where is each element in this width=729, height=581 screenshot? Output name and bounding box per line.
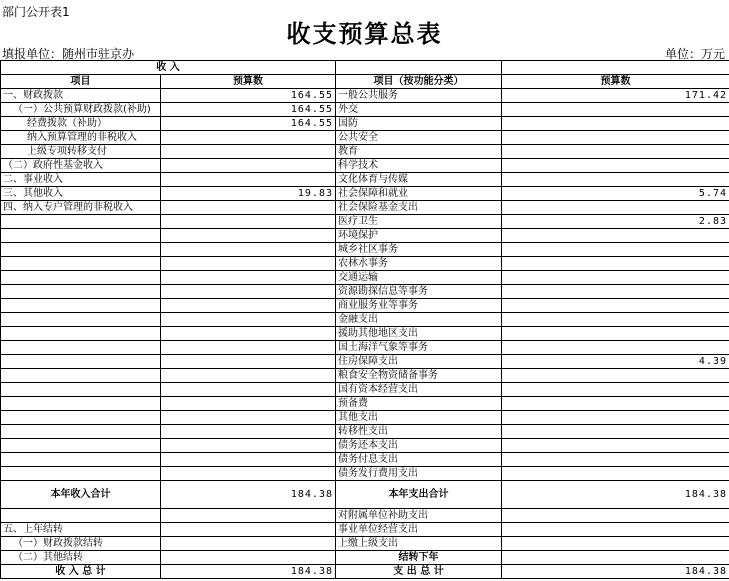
income-item-value: 164.55	[161, 103, 336, 117]
income-item-value	[161, 229, 336, 243]
function-item-column-header: 项目（按功能分类）	[336, 75, 502, 89]
income-item-value	[161, 383, 336, 397]
income-item-value	[161, 327, 336, 341]
expense-item-label: 环境保护	[336, 229, 502, 243]
table-row	[1, 145, 729, 159]
other-expense-label: 事业单位经营支出	[336, 523, 502, 537]
expense-item-label: 一般公共服务	[336, 89, 502, 103]
carryover-item-value	[161, 551, 336, 565]
budget-column-header: 预算数	[161, 75, 336, 89]
expense-item-value	[502, 201, 729, 215]
expense-item-label: 国有资本经营支出	[336, 383, 502, 397]
expense-item-label: 农林水事务	[336, 257, 502, 271]
expense-item-value	[502, 159, 729, 173]
income-item-value	[161, 145, 336, 159]
year-expense-total-label: 本年支出合计	[336, 481, 502, 509]
income-item-value	[161, 453, 336, 467]
carryover-item-label: （二）其他结转	[1, 551, 161, 565]
other-expense-value	[502, 551, 729, 565]
expense-item-label: 转移性支出	[336, 425, 502, 439]
income-item-label	[1, 327, 161, 341]
income-item-value	[161, 257, 336, 271]
expense-item-label: 债务付息支出	[336, 453, 502, 467]
expense-item-label: 城乡社区事务	[336, 243, 502, 257]
expense-item-value	[502, 229, 729, 243]
expense-item-label: 教育	[336, 145, 502, 159]
income-item-value	[161, 425, 336, 439]
expense-item-value	[502, 397, 729, 411]
table-row	[1, 117, 729, 131]
expense-item-label: 债务还本支出	[336, 439, 502, 453]
income-item-value	[161, 369, 336, 383]
income-item-label	[1, 285, 161, 299]
income-item-label	[1, 425, 161, 439]
income-item-value	[161, 243, 336, 257]
expense-item-label: 其他支出	[336, 411, 502, 425]
expense-item-label: 公共安全	[336, 131, 502, 145]
carryover-item-value	[161, 537, 336, 551]
table-row	[1, 369, 729, 383]
income-item-value	[161, 341, 336, 355]
table-row	[1, 313, 729, 327]
income-item-value	[161, 131, 336, 145]
table-row	[1, 509, 729, 523]
income-item-value	[161, 173, 336, 187]
income-item-value	[161, 439, 336, 453]
expense-item-label: 社会保险基金支出	[336, 201, 502, 215]
carryover-item-label: （一）财政拨款结转	[1, 537, 161, 551]
table-row	[1, 299, 729, 313]
carryover-item-value	[161, 509, 336, 523]
income-item-value: 19.83	[161, 187, 336, 201]
income-item-label: （二）政府性基金收入	[1, 159, 161, 173]
filling-unit: 填报单位：随州市驻京办	[2, 47, 135, 61]
expense-item-value	[502, 299, 729, 313]
expense-item-label: 交通运输	[336, 271, 502, 285]
other-expense-value	[502, 523, 729, 537]
carryover-item-label: 五、上年结转	[1, 523, 161, 537]
expense-item-value: 4.39	[502, 355, 729, 369]
table-row	[1, 537, 729, 551]
income-item-label: 纳入预算管理的非税收入	[1, 131, 161, 145]
income-grand-total-label: 收 入 总 计	[1, 565, 161, 579]
other-expense-label: 上缴上级支出	[336, 537, 502, 551]
expense-item-value	[502, 103, 729, 117]
expense-item-value	[502, 439, 729, 453]
function-budget-column-header: 预算数	[502, 75, 729, 89]
other-expense-label: 对附属单位补助支出	[336, 509, 502, 523]
table-row	[1, 439, 729, 453]
table-row	[1, 453, 729, 467]
year-expense-total-value: 184.38	[502, 481, 729, 509]
other-expense-value	[502, 537, 729, 551]
table-row	[1, 285, 729, 299]
income-item-value	[161, 215, 336, 229]
income-item-label: （一）公共预算财政拨款(补助)	[1, 103, 161, 117]
expense-item-value	[502, 271, 729, 285]
income-item-label	[1, 467, 161, 481]
expense-grand-total-value: 184.38	[502, 565, 729, 579]
carryover-item-value	[161, 523, 336, 537]
table-row	[1, 131, 729, 145]
expense-item-value	[502, 425, 729, 439]
income-item-label: 二、事业收入	[1, 173, 161, 187]
expense-item-value	[502, 131, 729, 145]
income-item-value	[161, 467, 336, 481]
table-row	[1, 173, 729, 187]
expense-item-value	[502, 117, 729, 131]
income-item-label	[1, 355, 161, 369]
table-row	[1, 89, 729, 103]
expense-item-value	[502, 467, 729, 481]
table-row	[1, 341, 729, 355]
item-column-header: 项目	[1, 75, 161, 89]
income-item-label	[1, 369, 161, 383]
table-row	[1, 271, 729, 285]
expense-item-label: 债务发行费用支出	[336, 467, 502, 481]
currency-unit: 单位：万元	[664, 47, 725, 61]
expense-item-value	[502, 285, 729, 299]
table-row	[1, 425, 729, 439]
expense-item-label: 粮食安全物资储备事务	[336, 369, 502, 383]
expense-item-value	[502, 369, 729, 383]
expense-grand-total-label: 支 出 总 计	[336, 565, 502, 579]
income-item-label	[1, 341, 161, 355]
table-number-label: 部门公开表1	[2, 5, 70, 19]
expense-item-value	[502, 327, 729, 341]
expense-item-value: 5.74	[502, 187, 729, 201]
income-item-value: 164.55	[161, 89, 336, 103]
expense-item-value	[502, 243, 729, 257]
table-row	[1, 103, 729, 117]
table-row	[1, 467, 729, 481]
expense-item-label: 商业服务业等事务	[336, 299, 502, 313]
income-item-label	[1, 397, 161, 411]
expense-item-value	[502, 453, 729, 467]
table-row	[1, 243, 729, 257]
income-item-label: 三、其他收入	[1, 187, 161, 201]
income-item-value	[161, 159, 336, 173]
expense-item-label: 资源勘探信息等事务	[336, 285, 502, 299]
table-row	[1, 397, 729, 411]
income-item-label	[1, 439, 161, 453]
budget-table	[0, 60, 729, 579]
expense-item-label: 文化体育与传媒	[336, 173, 502, 187]
income-item-label	[1, 215, 161, 229]
income-item-label	[1, 243, 161, 257]
income-item-label	[1, 411, 161, 425]
income-item-label	[1, 313, 161, 327]
expense-item-label: 国土海洋气象等事务	[336, 341, 502, 355]
expense-item-value	[502, 341, 729, 355]
income-item-label: 经费拨款（补助）	[1, 117, 161, 131]
table-row	[1, 201, 729, 215]
income-grand-total-value: 184.38	[161, 565, 336, 579]
income-item-value	[161, 201, 336, 215]
income-item-label: 上级专项转移支付	[1, 145, 161, 159]
page-title: 收支预算总表	[286, 20, 443, 48]
table-row	[1, 215, 729, 229]
table-row	[1, 159, 729, 173]
income-item-label	[1, 453, 161, 467]
table-row	[1, 229, 729, 243]
income-item-value	[161, 285, 336, 299]
expense-item-value	[502, 313, 729, 327]
expense-item-value: 171.42	[502, 89, 729, 103]
table-row	[1, 257, 729, 271]
expense-item-label: 国防	[336, 117, 502, 131]
expense-item-label: 社会保障和就业	[336, 187, 502, 201]
expense-item-label: 住房保障支出	[336, 355, 502, 369]
expense-item-value	[502, 257, 729, 271]
other-expense-label: 结转下年	[336, 551, 502, 565]
income-item-label	[1, 299, 161, 313]
income-item-value	[161, 271, 336, 285]
expense-item-value	[502, 411, 729, 425]
income-item-label	[1, 271, 161, 285]
income-item-label	[1, 257, 161, 271]
expense-item-label: 外交	[336, 103, 502, 117]
table-row	[1, 551, 729, 565]
carryover-item-label	[1, 509, 161, 523]
table-row	[1, 523, 729, 537]
table-row	[1, 187, 729, 201]
income-item-label: 一、财政拨款	[1, 89, 161, 103]
expense-item-label: 科学技术	[336, 159, 502, 173]
expense-item-label: 预备费	[336, 397, 502, 411]
income-item-value	[161, 411, 336, 425]
income-item-value: 164.55	[161, 117, 336, 131]
expense-item-label: 金融支出	[336, 313, 502, 327]
year-income-total-label: 本年收入合计	[1, 481, 161, 509]
other-expense-value	[502, 509, 729, 523]
table-row	[1, 383, 729, 397]
expense-item-label: 医疗卫生	[336, 215, 502, 229]
expense-item-label: 援助其他地区支出	[336, 327, 502, 341]
year-income-total-value: 184.38	[161, 481, 336, 509]
income-item-label	[1, 229, 161, 243]
expense-item-value	[502, 145, 729, 159]
income-item-value	[161, 355, 336, 369]
income-item-label	[1, 383, 161, 397]
expense-item-value: 2.83	[502, 215, 729, 229]
income-item-label: 四、纳入专户管理的非税收入	[1, 201, 161, 215]
income-section-header: 收 入	[1, 61, 336, 75]
table-row	[1, 411, 729, 425]
expense-item-value	[502, 383, 729, 397]
expense-item-value	[502, 173, 729, 187]
table-row	[1, 327, 729, 341]
income-item-value	[161, 313, 336, 327]
income-item-value	[161, 397, 336, 411]
income-item-value	[161, 299, 336, 313]
table-row	[1, 355, 729, 369]
